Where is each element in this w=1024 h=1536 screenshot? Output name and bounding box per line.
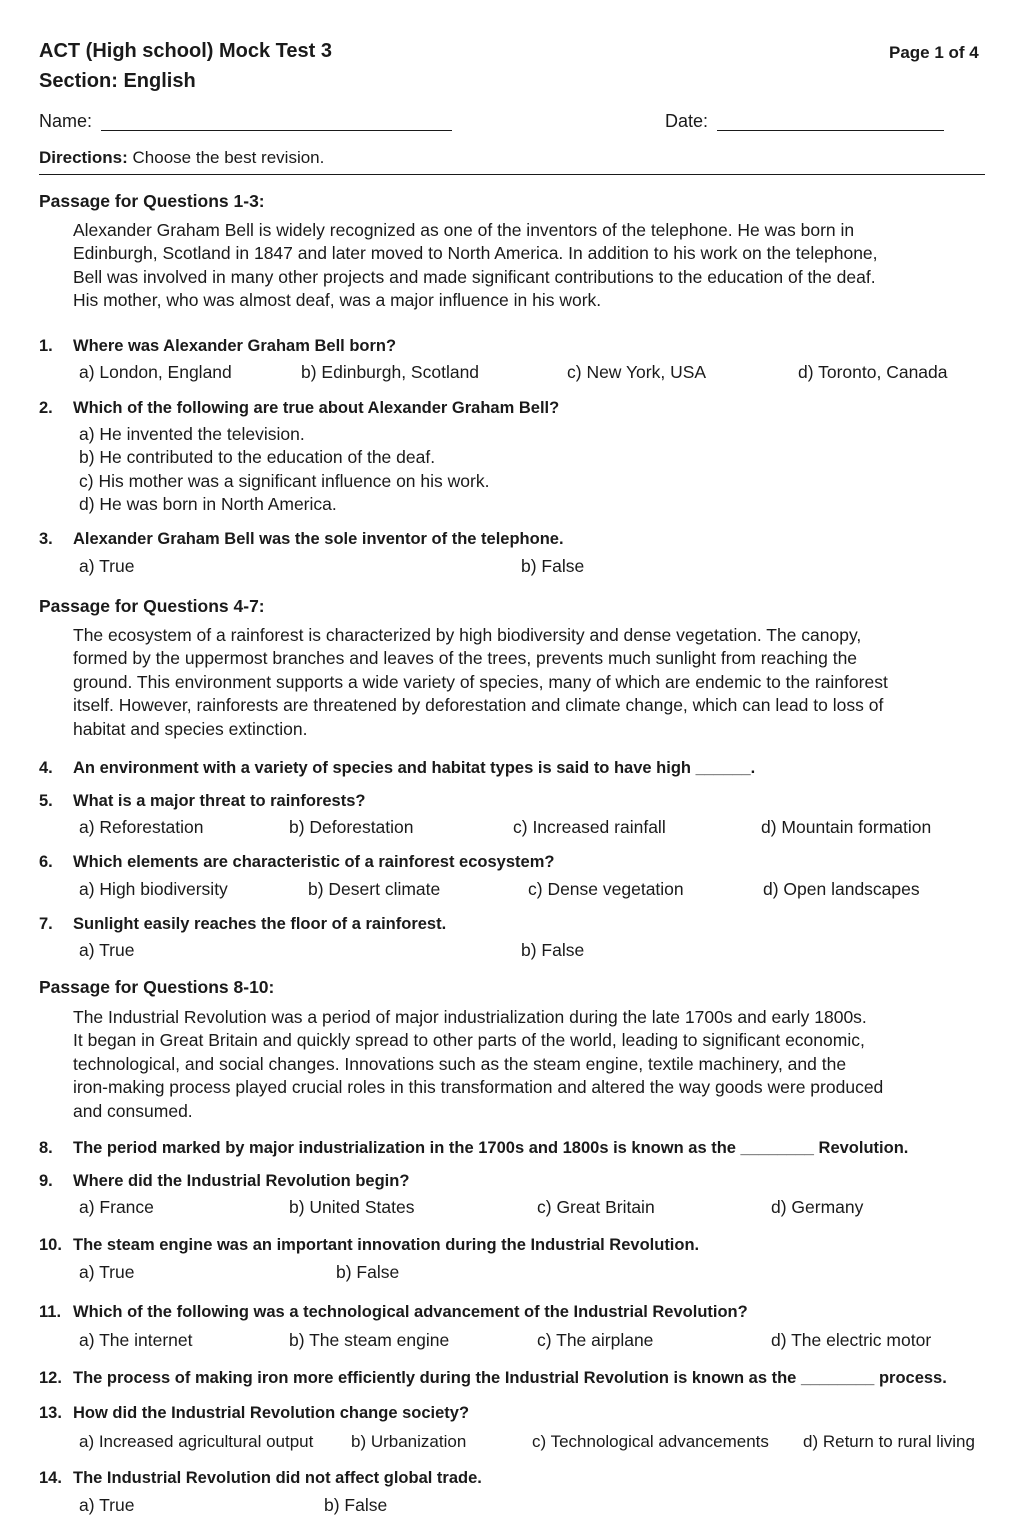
name-label: Name: (39, 111, 93, 131)
question-text: The period marked by major industrialization in the 1700s and 1800s is known as the ________ Revolution. (73, 1139, 909, 1157)
question-number: 7. (39, 915, 53, 933)
answer-option[interactable]: b) The steam engine (289, 1330, 450, 1350)
name-blank-line[interactable] (101, 130, 452, 131)
answer-option[interactable]: b) Edinburgh, Scotland (301, 362, 480, 382)
answer-option[interactable]: c) Dense vegetation (528, 879, 684, 899)
passage-text (73, 219, 953, 313)
question-text: Sunlight easily reaches the floor of a rainforest. (73, 915, 447, 933)
answer-option[interactable]: d) Toronto, Canada (798, 362, 948, 382)
question-number: 6. (39, 853, 53, 871)
answer-option[interactable]: c) His mother was a significant influence on his work. (79, 471, 490, 491)
test-title: ACT (High school) Mock Test 3 (39, 40, 332, 62)
passage-text (73, 1006, 953, 1123)
question-number: 13. (39, 1404, 62, 1422)
passage-line: itself. However, rainforests are threatened by deforestation and climate change, which can lead to loss of (73, 695, 884, 716)
answer-option[interactable]: d) The electric motor (771, 1330, 932, 1350)
question-number: 2. (39, 399, 53, 417)
passage-text (73, 624, 953, 741)
answer-option[interactable]: a) True (79, 940, 135, 960)
answer-option[interactable]: b) Deforestation (289, 817, 414, 837)
answer-option[interactable]: d) Return to rural living (803, 1432, 975, 1451)
question-text: Alexander Graham Bell was the sole inventor of the telephone. (73, 530, 564, 548)
passage-line: Bell was involved in many other projects and made significant contributions to the education of the deaf. (73, 266, 876, 287)
question-number: 1. (39, 337, 53, 355)
question-number: 11. (39, 1303, 62, 1321)
passage-line: habitat and species extinction. (73, 718, 308, 739)
question-number: 4. (39, 759, 53, 777)
question-number: 8. (39, 1139, 53, 1157)
answer-option[interactable]: d) He was born in North America. (79, 494, 337, 514)
question-text: How did the Industrial Revolution change society? (73, 1404, 470, 1422)
answer-option[interactable]: b) United States (289, 1197, 415, 1217)
answer-option[interactable]: a) The internet (79, 1330, 193, 1350)
question-number: 14. (39, 1469, 62, 1487)
question-text: Where did the Industrial Revolution begin? (73, 1172, 410, 1190)
question-text: Where was Alexander Graham Bell born? (73, 337, 397, 355)
answer-option[interactable]: d) Open landscapes (763, 879, 920, 899)
question-text: The Industrial Revolution did not affect global trade. (73, 1469, 482, 1487)
passage-line: Alexander Graham Bell is widely recognized as one of the inventors of the telephone. He was born in (73, 220, 855, 240)
passage-line: The ecosystem of a rainforest is characterized by high biodiversity and dense vegetation. The canopy, (73, 625, 862, 645)
directions-label: Directions: (39, 148, 128, 167)
directions (39, 148, 324, 168)
passage-line: His mother, who was almost deaf, was a major influence in his work. (73, 290, 602, 311)
passage-line: ground. This environment supports a wide variety of species, many of which are endemic to the rainforest (73, 671, 888, 692)
answer-option[interactable]: a) True (79, 556, 135, 576)
section-title: Section: English (39, 70, 196, 92)
answer-option[interactable]: b) Urbanization (351, 1432, 467, 1451)
passage-heading: Passage for Questions 1-3: (39, 191, 265, 211)
question-number: 9. (39, 1172, 53, 1190)
answer-option[interactable]: b) Desert climate (308, 879, 441, 899)
answer-option[interactable]: d) Mountain formation (761, 817, 932, 837)
answer-option[interactable]: a) London, England (79, 362, 232, 382)
header-divider (39, 174, 985, 175)
answer-option[interactable]: c) The airplane (537, 1330, 654, 1350)
question-text: The steam engine was an important innovation during the Industrial Revolution. (73, 1236, 700, 1254)
passage-line: Edinburgh, Scotland in 1847 and later moved to North America. In addition to his work on the telephone, (73, 243, 878, 264)
date-label: Date: (665, 111, 709, 131)
answer-option[interactable]: c) Great Britain (537, 1197, 655, 1217)
answer-option[interactable]: a) True (79, 1262, 135, 1282)
passage-heading: Passage for Questions 8-10: (39, 977, 275, 997)
answer-option[interactable]: a) He invented the television. (79, 424, 305, 444)
passage-line: The Industrial Revolution was a period of major industrialization during the late 1700s and early 1800s. (73, 1007, 867, 1027)
question-text: The process of making iron more efficiently during the Industrial Revolution is known as the ________ process. (73, 1369, 947, 1387)
answer-option[interactable]: b) He contributed to the education of the deaf. (79, 447, 436, 467)
passage-line: iron-making process played crucial roles in this transformation and altered the way goods were produced (73, 1077, 884, 1098)
question-text: An environment with a variety of species and habitat types is said to have high ______. (73, 759, 756, 777)
answer-option[interactable]: a) Reforestation (79, 817, 204, 837)
question-number: 3. (39, 530, 53, 548)
question-text: Which of the following was a technological advancement of the Industrial Revolution? (73, 1303, 748, 1321)
question-text: Which of the following are true about Alexander Graham Bell? (73, 399, 560, 417)
answer-option[interactable]: a) France (79, 1197, 154, 1217)
question-number: 10. (39, 1236, 62, 1254)
answer-option[interactable]: b) False (521, 940, 585, 960)
passage-line: It began in Great Britain and quickly spread to other parts of the world, leading to significant economic, (73, 1030, 865, 1051)
passage-line: technological, and social changes. Innovations such as the steam engine, textile machinery, and the (73, 1053, 847, 1074)
date-blank-line[interactable] (717, 130, 944, 131)
answer-option[interactable]: c) New York, USA (567, 362, 707, 382)
passage-line: and consumed. (73, 1100, 193, 1121)
answer-option[interactable]: c) Technological advancements (532, 1432, 769, 1451)
answer-option[interactable]: a) Increased agricultural output (79, 1432, 314, 1451)
answer-option[interactable]: b) False (324, 1495, 388, 1515)
answer-option[interactable]: c) Increased rainfall (513, 817, 666, 837)
passage-line: formed by the uppermost branches and leaves of the trees, prevents much sunlight from reaching the (73, 648, 858, 669)
passage-heading: Passage for Questions 4-7: (39, 596, 265, 616)
answer-option[interactable]: a) True (79, 1495, 135, 1515)
answer-option[interactable]: d) Germany (771, 1197, 864, 1217)
answer-option[interactable]: b) False (521, 556, 585, 576)
answer-option[interactable]: b) False (336, 1262, 400, 1282)
question-text: Which elements are characteristic of a rainforest ecosystem? (73, 853, 555, 871)
answer-option[interactable]: a) High biodiversity (79, 879, 228, 899)
question-number: 12. (39, 1369, 62, 1387)
directions-text: Choose the best revision. (132, 148, 325, 167)
page-number: Page 1 of 4 (889, 43, 979, 62)
question-text: What is a major threat to rainforests? (73, 792, 366, 810)
question-number: 5. (39, 792, 53, 810)
